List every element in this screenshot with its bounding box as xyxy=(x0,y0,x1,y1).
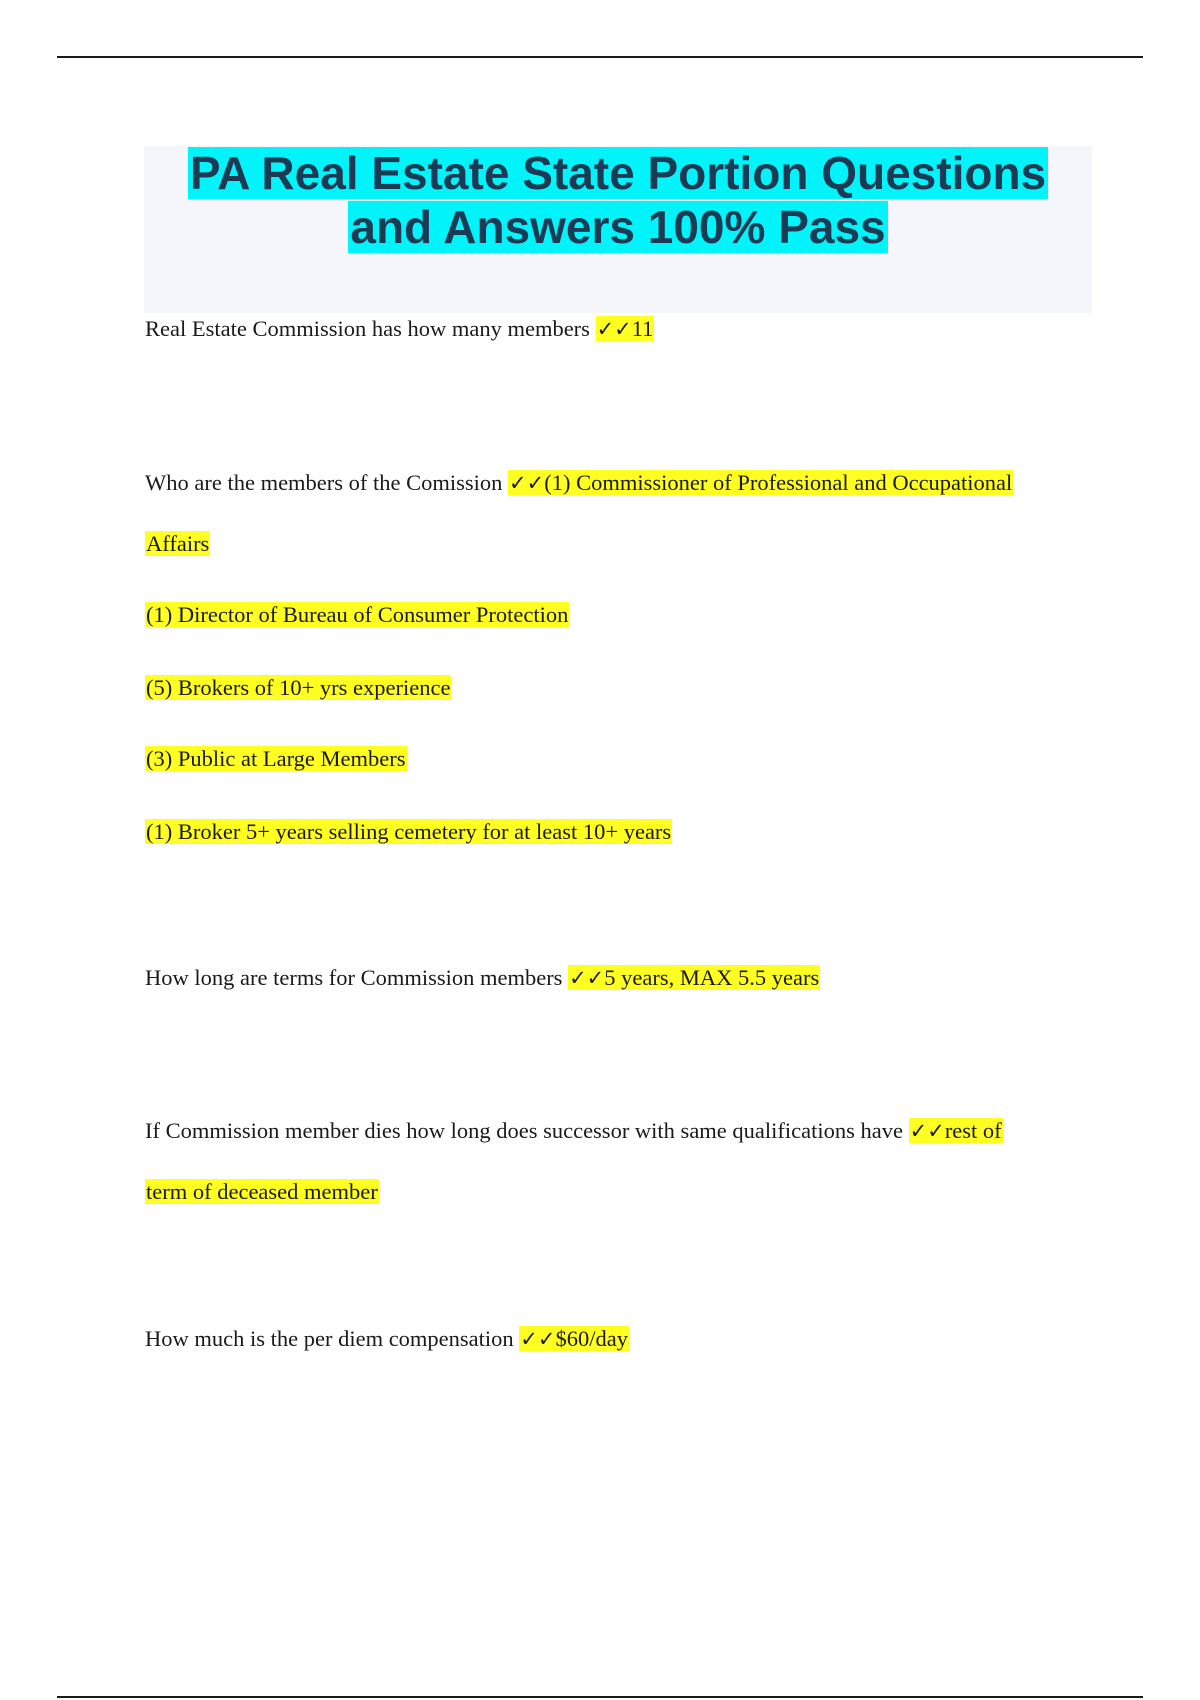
document-title xyxy=(144,146,1092,254)
bottom-rule xyxy=(57,1696,1143,1698)
double-check-icon: ✓✓ xyxy=(520,1327,556,1351)
answer-text: 5 years, MAX 5.5 years xyxy=(604,965,820,990)
answer-line xyxy=(145,673,1085,703)
answer-text: 11 xyxy=(631,316,654,341)
answer-text: (1) Commissioner of Professional and Occupational xyxy=(544,470,1013,495)
answer-line xyxy=(145,600,1085,630)
answer-highlight xyxy=(596,316,655,341)
title-banner xyxy=(144,146,1092,313)
answer-text: $60/day xyxy=(555,1326,628,1351)
qa-item-3 xyxy=(145,963,1085,993)
double-check-icon: ✓✓ xyxy=(569,966,605,990)
question-text: If Commission member dies how long does successor with same qualifications have xyxy=(145,1118,903,1143)
answer-text: (3) Public at Large Members xyxy=(146,746,406,771)
qa-item-1 xyxy=(145,314,1085,344)
answer-text: rest of xyxy=(944,1118,1002,1143)
answer-text: term of deceased member xyxy=(146,1179,378,1204)
answer-text: (1) Director of Bureau of Consumer Protection xyxy=(146,602,569,627)
question-text: How much is the per diem compensation xyxy=(145,1326,514,1351)
answer-highlight xyxy=(568,965,820,990)
answer-highlight xyxy=(508,470,1013,495)
question-text: Real Estate Commission has how many members xyxy=(145,316,590,341)
answer-text: (5) Brokers of 10+ yrs experience xyxy=(146,675,451,700)
answer-text: (1) Broker 5+ years selling cemetery for at least 10+ years xyxy=(146,819,672,844)
top-rule xyxy=(57,56,1143,58)
answer-line xyxy=(145,529,1085,559)
qa-item-5 xyxy=(145,1324,1085,1354)
question-text: How long are terms for Commission members xyxy=(145,965,563,990)
title-line-2: and Answers 100% Pass xyxy=(350,201,886,253)
qa-item-2 xyxy=(145,468,1085,498)
double-check-icon: ✓✓ xyxy=(596,317,632,341)
double-check-icon: ✓✓ xyxy=(909,1119,945,1143)
title-line-1: PA Real Estate State Portion Questions xyxy=(189,147,1047,199)
answer-highlight xyxy=(519,1326,629,1351)
qa-item-4 xyxy=(145,1116,1085,1146)
answer-text: Affairs xyxy=(146,531,210,556)
answer-line xyxy=(145,817,1085,847)
answer-line xyxy=(145,744,1085,774)
answer-highlight xyxy=(909,1118,1003,1143)
double-check-icon: ✓✓ xyxy=(509,471,545,495)
answer-line xyxy=(145,1177,1085,1207)
question-text: Who are the members of the Comission xyxy=(145,470,503,495)
